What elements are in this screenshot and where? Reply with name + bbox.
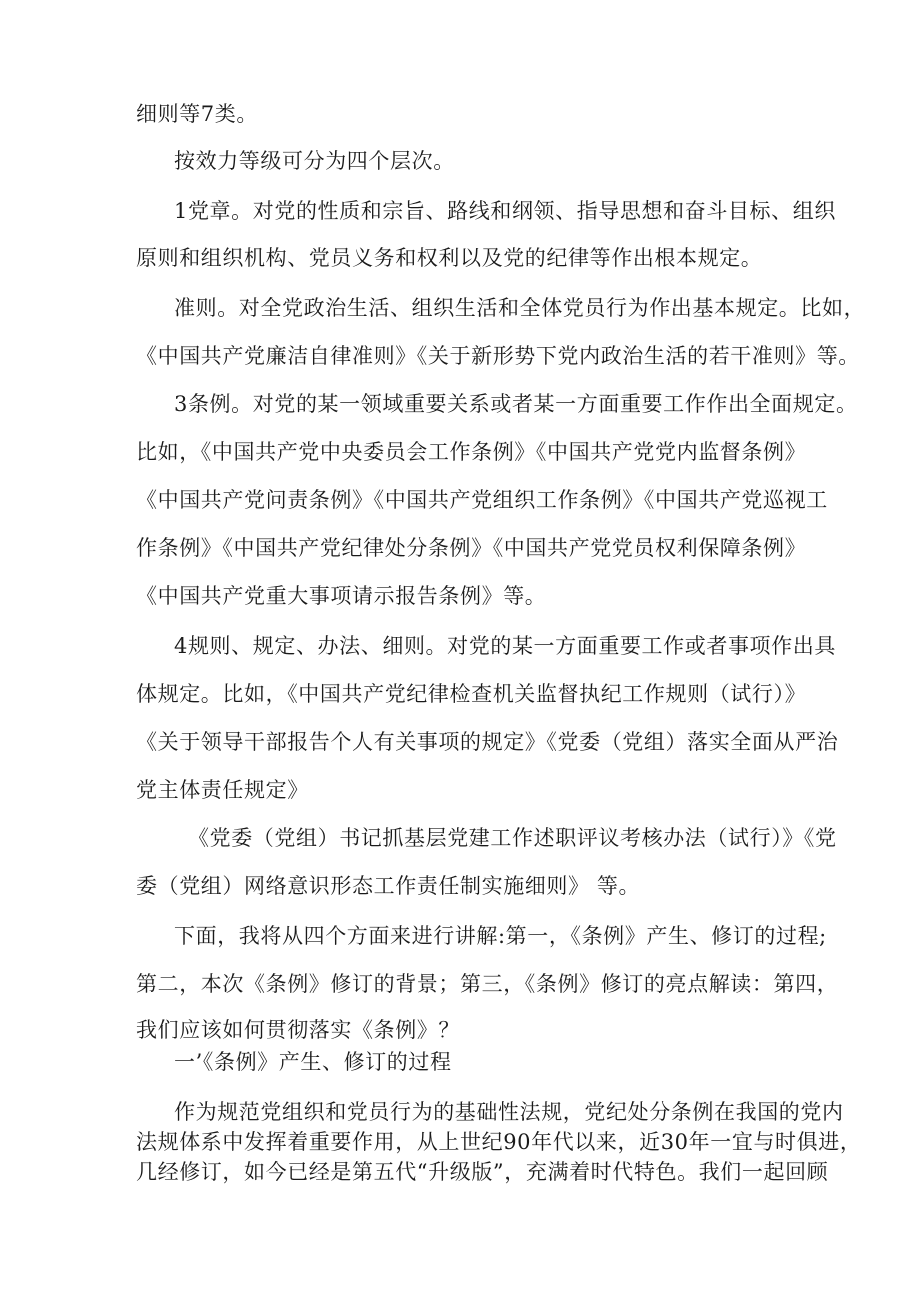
- text-line-14: 《关于领导干部报告个人有关事项的规定》《党委（党组）落实全面从严治: [136, 730, 839, 754]
- text-line-3: 1党章。对党的性质和宗旨、路线和纲领、指导思想和奋斗目标、组织: [174, 199, 836, 223]
- text-line-7: 3条例。对党的某一领域重要关系或者某一方面重要工作作出全面规定。: [174, 392, 858, 416]
- text-line-15: 党主体责任规定》: [136, 778, 309, 802]
- text-line-13: 体规定。比如，《中国共产党纪律检查机关监督执纪工作规则（试行）》: [136, 682, 807, 706]
- text-line-4: 原则和组织机构、党员义务和权利以及党的纪律等作出根本规定。: [136, 246, 763, 270]
- text-line-2: 按效力等级可分为四个层次。: [174, 149, 455, 173]
- text-line-20: 我们应该如何贯彻落实《条例》？: [136, 1018, 460, 1042]
- text-line-17: 委（党组）网络意识形态工作责任制实施细则》 等。: [136, 874, 641, 898]
- text-line-1: 细则等7类。: [136, 102, 258, 126]
- text-line-8: 比如，《中国共产党中央委员会工作条例》《中国共产党党内监督条例》: [136, 440, 807, 464]
- text-line-23: 法规体系中发挥着重要作用，从上世纪90年代以来，近30年一宜与时俱进，: [136, 1130, 862, 1154]
- text-line-16: 《党委（党组）书记抓基层党建工作述职评议考核办法（试行）》《党: [188, 826, 837, 850]
- text-line-5: 准则。对全党政治生活、组织生活和全体党员行为作出基本规定。比如，: [174, 296, 866, 320]
- text-line-24: 几经修订，如今已经是第五代“升级版”，充满着时代特色。我们一起回顾: [136, 1160, 829, 1184]
- text-line-9: 《中国共产党问责条例》《中国共产党组织工作条例》《中国共产党巡视工: [136, 488, 828, 512]
- text-line-19: 第二，本次《条例》修订的背景；第三，《条例》修订的亮点解读：第四，: [136, 972, 839, 996]
- section-heading: 一’《条例》产生、修订的过程: [174, 1050, 452, 1074]
- text-line-12: 4规则、规定、办法、细则。对党的某一方面重要工作或者事项作出具: [174, 634, 836, 658]
- text-line-18: 下面，我将从四个方面来进行讲解:第一，《条例》产生、修订的过程;: [174, 924, 827, 948]
- text-line-10: 作条例》《中国共产党纪律处分条例》《中国共产党党员权利保障条例》: [136, 536, 807, 560]
- text-line-6: 《中国共产党廉洁自律准则》《关于新形势下党内政治生活的若干准则》等。: [136, 344, 860, 368]
- text-line-22: 作为规范党组织和党员行为的基础性法规，党纪处分条例在我国的党内: [174, 1100, 844, 1124]
- text-line-11: 《中国共产党重大事项请示报告条例》等。: [136, 584, 547, 608]
